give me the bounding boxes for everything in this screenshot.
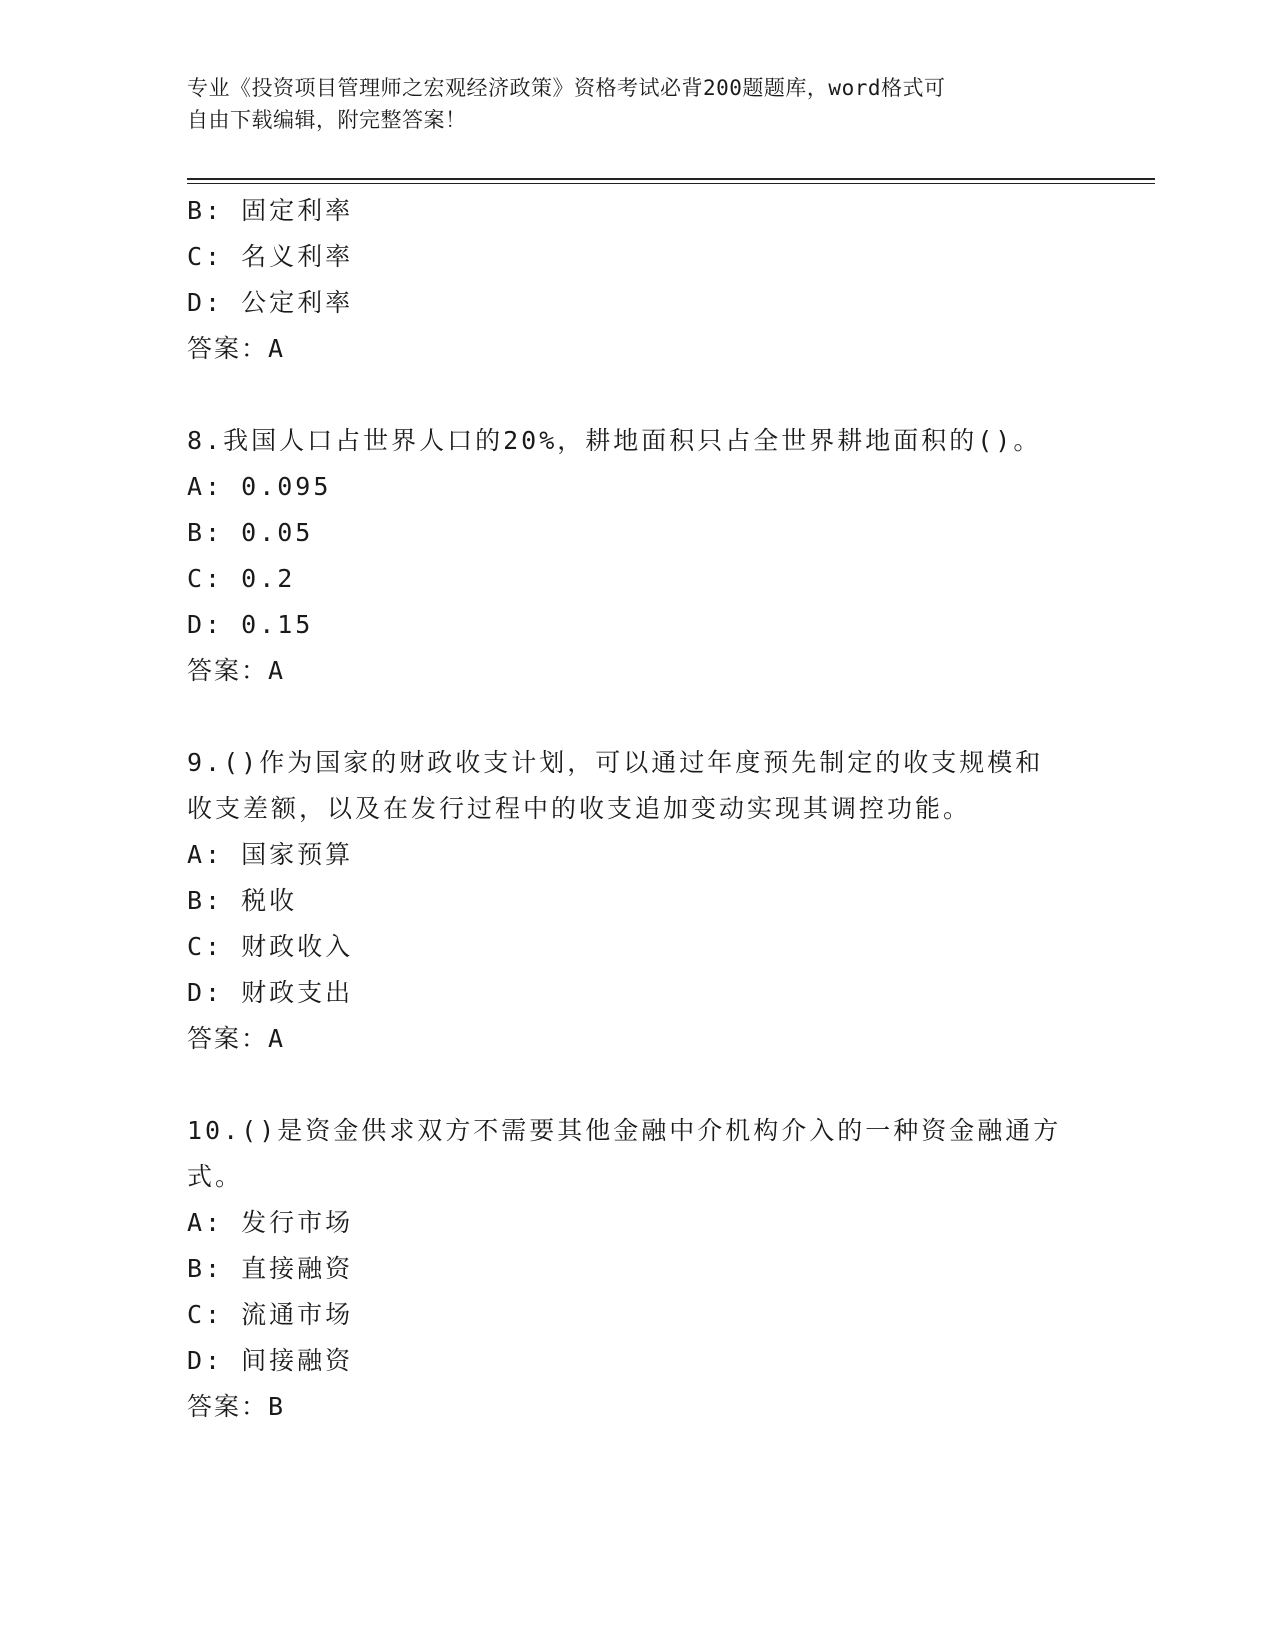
header-line-2: 自由下载编辑，附完整答案！	[187, 108, 467, 132]
option-c: C: 流通市场	[187, 1300, 354, 1329]
option-a: A: 国家预算	[187, 840, 354, 869]
spacer	[187, 372, 1087, 418]
page-header	[187, 72, 1067, 136]
option-d: D: 公定利率	[187, 288, 354, 317]
question-list	[187, 188, 1087, 1430]
header-divider-thick	[187, 178, 1155, 180]
option-c: C: 财政收入	[187, 932, 354, 961]
option-b: B: 0.05	[187, 518, 314, 547]
question-block-prev	[187, 188, 1087, 372]
question-text-cont: 收支差额，以及在发行过程中的收支追加变动实现其调控功能。	[187, 794, 972, 823]
option-c: C: 名义利率	[187, 242, 354, 271]
answer-value: B	[268, 1392, 285, 1421]
answer-line	[187, 1016, 1087, 1062]
answer-line	[187, 648, 1087, 694]
option-b: B: 税收	[187, 886, 298, 915]
option-c: C: 0.2	[187, 564, 296, 593]
question-text: 9.()作为国家的财政收支计划，可以通过年度预先制定的收支规模和	[187, 748, 1044, 777]
option-d: D: 间接融资	[187, 1346, 354, 1375]
answer-value: A	[268, 656, 285, 685]
question-text: 8.我国人口占世界人口的20%，耕地面积只占全世界耕地面积的()。	[187, 426, 1042, 455]
option-b: B: 直接融资	[187, 1254, 354, 1283]
answer-label: 答案：	[187, 656, 269, 685]
spacer	[187, 1062, 1087, 1108]
answer-label: 答案：	[187, 1024, 269, 1053]
question-text: 10.()是资金供求双方不需要其他金融中介机构介入的一种资金融通方	[187, 1116, 1062, 1145]
question-block-8	[187, 418, 1087, 694]
question-text-cont: 式。	[187, 1162, 244, 1191]
answer-value: A	[268, 1024, 285, 1053]
header-line-1: 专业《投资项目管理师之宏观经济政策》资格考试必背200题题库，word格式可	[187, 76, 946, 100]
header-divider-thin	[187, 183, 1155, 184]
option-a: A: 发行市场	[187, 1208, 354, 1237]
option-a: A: 0.095	[187, 472, 332, 501]
question-block-9	[187, 740, 1087, 1062]
answer-label: 答案：	[187, 334, 269, 363]
spacer	[187, 694, 1087, 740]
answer-label: 答案：	[187, 1392, 269, 1421]
option-b: B: 固定利率	[187, 196, 354, 225]
question-block-10	[187, 1108, 1087, 1430]
answer-line	[187, 1384, 1087, 1430]
answer-value: A	[268, 334, 285, 363]
answer-line	[187, 326, 1087, 372]
option-d: D: 0.15	[187, 610, 314, 639]
option-d: D: 财政支出	[187, 978, 354, 1007]
